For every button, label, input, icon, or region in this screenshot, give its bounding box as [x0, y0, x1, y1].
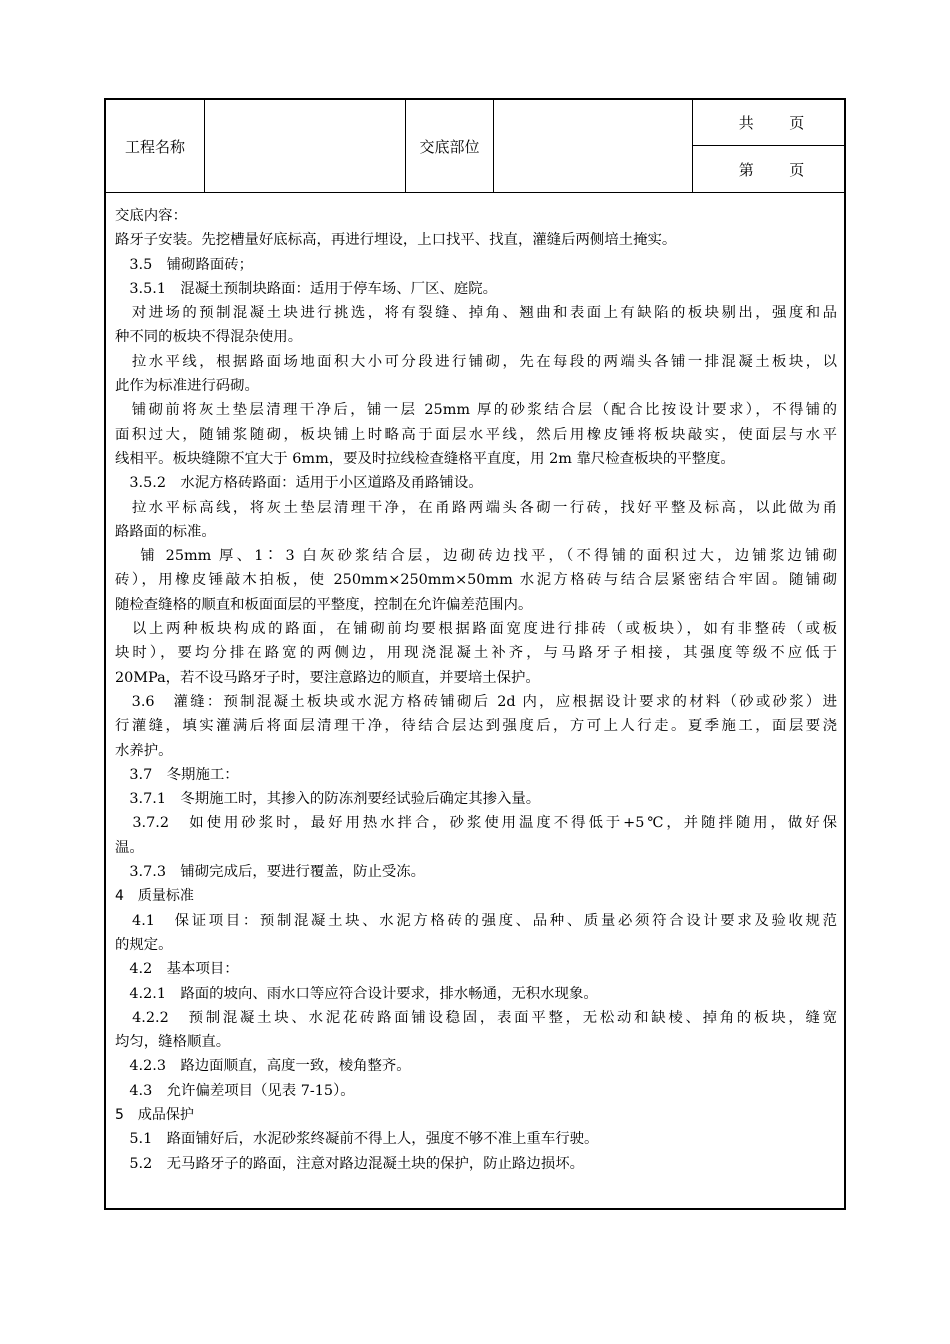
- content-line: 5.1 路面铺好后，水泥砂浆终凝前不得上人，强度不够不准上重车行驶。: [115, 1131, 599, 1148]
- content-line: 砖），用橡皮锤敲木拍板，使 250mm×250mm×50mm 水泥方格砖与结合层紧密结合牢固。随铺砌: [115, 572, 837, 589]
- content-line: 以上两种板块构成的路面，在铺砌前均要根据路面宽度进行排砖（或板块），如有非整砖（或板: [115, 621, 837, 638]
- content-line: 20MPa，若不设马路牙子时，要注意路边的顺直，并要培土保护。: [115, 669, 540, 686]
- content-line: 3.7.1 冬期施工时，其掺入的防冻剂要经试验后确定其掺入量。: [115, 791, 541, 808]
- content-line: 块时），要均分排在路宽的两侧边，用现浇混凝土补齐，与马路牙子相接，其强度等级不应低于: [115, 645, 837, 662]
- content-line: 3.5 铺砌路面砖；: [115, 256, 254, 273]
- content-line: 3.6 灌缝：预制混凝土板块或水泥方格砖铺砌后 2d 内，应根据设计要求的材料（砂或砂浆）进: [115, 693, 837, 710]
- content-line: 拉水平标高线，将灰土垫层清理干净，在甬路两端头各砌一行砖，找好平整及标高，以此做为甬: [115, 499, 837, 516]
- section-heading: 5 成品保护: [115, 1106, 194, 1123]
- disclosure-sheet: [104, 98, 846, 1210]
- content-line: 3.7.2 如使用砂浆时，最好用热水拌合，砂浆使用温度不得低于+5℃，并随拌随用，做好保: [115, 815, 837, 832]
- content-line: 4.1 保证项目：预制混凝土块、水泥方格砖的强度、品种、质量必须符合设计要求及验收规范: [115, 912, 837, 929]
- content-line: 线相平。板块缝隙不宜大于 6mm，要及时拉线检查缝格平直度，用 2m 靠尺检查板块的平整度。: [115, 450, 735, 467]
- total-pages-prefix: 共: [738, 114, 754, 132]
- content-line: 3.7.3 铺砌完成后，要进行覆盖，防止受冻。: [115, 864, 426, 881]
- content-line: 4.2.1 路面的坡向、雨水口等应符合设计要求，排水畅通，无积水现象。: [115, 985, 598, 1002]
- header-row: [106, 100, 844, 193]
- content-line: 路路面的标准。: [115, 523, 216, 540]
- page-number-cell: [693, 146, 844, 192]
- content-line: 随检查缝格的顺直和板面面层的平整度，控制在允许偏差范围内。: [115, 596, 533, 613]
- section-heading: 4 质量标准: [115, 888, 194, 905]
- page-number-prefix: 第: [738, 160, 754, 179]
- content-line: 4.2.2 预制混凝土块、水泥花砖路面铺设稳固，表面平整，无松动和缺棱、掉角的板块，缝宽: [115, 1009, 837, 1026]
- total-pages-suffix: 页: [789, 114, 805, 132]
- content-line: 4.2 基本项目：: [115, 961, 239, 978]
- content-line: 面积过大，随铺浆随砌，板块铺上时略高于面层水平线，然后用橡皮锤将板块敲实，使面层与水平: [115, 426, 837, 443]
- handover-part-value[interactable]: [494, 100, 693, 192]
- project-name-label: 工程名称: [106, 100, 205, 192]
- content-line: 行灌缝，填实灌满后将面层清理干净，待结合层达到强度后，方可上人行走。夏季施工，面层要浇: [115, 718, 837, 735]
- content-line: 水养护。: [115, 742, 173, 759]
- content-body: [115, 204, 837, 1176]
- content-line: 铺 25mm 厚、1∶ 3 白灰砂浆结合层，边砌砖边找平，（不得铺的面积过大，边铺浆边铺砌: [115, 548, 837, 565]
- content-line: 此作为标准进行码砌。: [115, 378, 259, 395]
- content-label: 交底内容：: [115, 208, 187, 224]
- content-line: 5.2 无马路牙子的路面，注意对路边混凝土块的保护，防止路边损坏。: [115, 1155, 584, 1172]
- content-line: 路牙子安装。先挖槽量好底标高，再进行埋设，上口找平、找直，灌缝后两侧培土掩实。: [115, 232, 677, 249]
- content-line: 种不同的板块不得混杂使用。: [115, 329, 303, 346]
- content-line: 均匀，缝格顺直。: [115, 1034, 231, 1051]
- content-line: 3.5.2 水泥方格砖路面：适用于小区道路及甬路铺设。: [115, 475, 483, 492]
- content-line: 对进场的预制混凝土块进行挑选，将有裂缝、掉角、翘曲和表面上有缺陷的板块剔出，强度和品: [115, 305, 837, 322]
- content-line: 的规定。: [115, 936, 173, 953]
- content-line: 3.5.1 混凝土预制块路面：适用于停车场、厂区、庭院。: [115, 280, 497, 297]
- content-line: 铺砌前将灰土垫层清理干净后，铺一层 25mm 厚的砂浆结合层（配合比按设计要求），不得铺的: [115, 402, 837, 419]
- content-line: 拉水平线，根据路面场地面积大小可分段进行铺砌，先在每段的两端头各铺一排混凝土板块，以: [115, 353, 837, 370]
- content-line: 4.2.3 路边面顺直，高度一致，棱角整齐。: [115, 1058, 411, 1075]
- handover-part-label: 交底部位: [406, 100, 494, 192]
- content-line: 4.3 允许偏差项目（见表 7-15）。: [115, 1082, 355, 1099]
- project-name-value[interactable]: [205, 100, 406, 192]
- page-number-suffix: 页: [789, 160, 805, 179]
- content-line: 温。: [115, 839, 144, 856]
- content-line: 3.7 冬期施工：: [115, 766, 239, 783]
- total-pages-cell: [693, 100, 844, 146]
